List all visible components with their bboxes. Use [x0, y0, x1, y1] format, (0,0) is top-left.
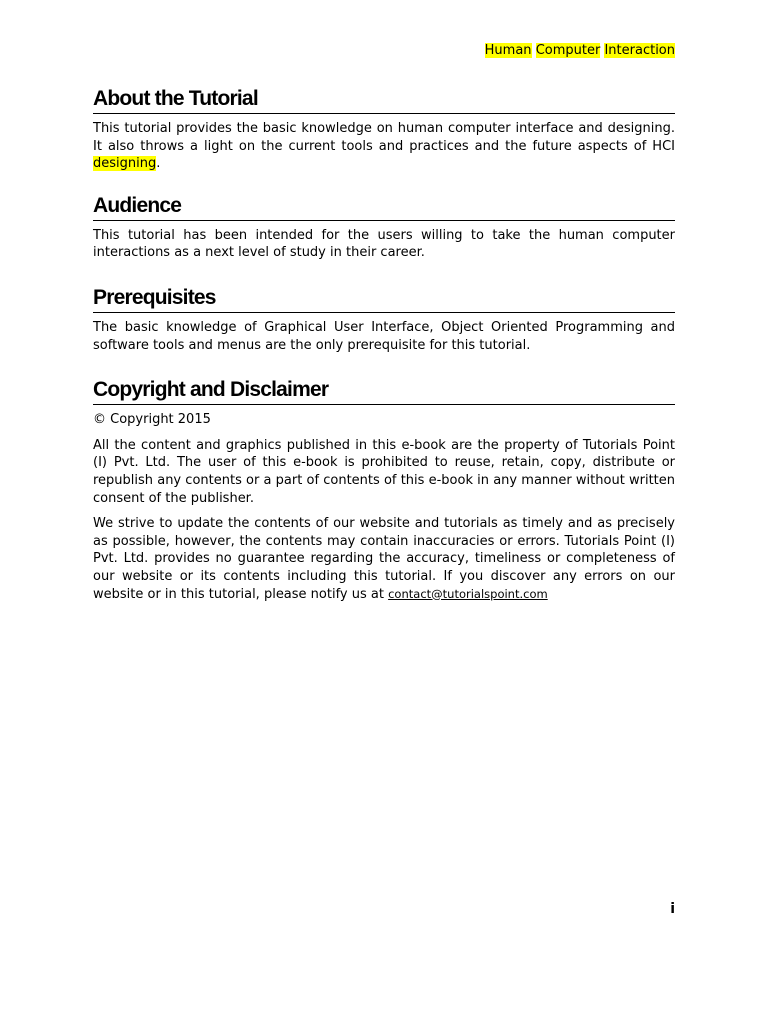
copyright-paragraph-2-text: We strive to update the contents of our website and tutorials as timely and as precisely as possible, however, the contents may contain inaccuracies or errors. Tutorials Point (I) Pvt. Ltd. provides no guarantee regarding the accuracy, timeliness or completeness of our website or its contents including this tutorial. If you discover any errors on our website or in this tutorial, please notify us at	[93, 516, 675, 602]
header-word-human: Human	[484, 43, 532, 58]
section-heading-copyright: Copyright and Disclaimer	[93, 377, 675, 405]
header-word-computer: Computer	[535, 43, 601, 58]
about-text: This tutorial provides the basic knowledge on human computer interface and designing. It also throws a light on the current tools and practices and the future aspects of HCI	[93, 121, 675, 154]
page-content	[93, 86, 675, 603]
audience-paragraph: This tutorial has been intended for the users willing to take the human computer interactions as a next level of study in their career.	[93, 227, 675, 261]
about-highlight: designing	[93, 156, 157, 172]
running-header	[485, 42, 675, 60]
contact-email-link[interactable]: contact@tutorialspoint.com	[388, 586, 548, 601]
header-word-interaction: Interaction	[604, 43, 675, 58]
section-heading-prerequisites: Prerequisites	[93, 285, 675, 313]
page-number: i	[670, 901, 675, 917]
section-heading-audience: Audience	[93, 193, 675, 221]
copyright-paragraph-1: All the content and graphics published in this e-book are the property of Tutorials Point (I) Pvt. Ltd. The user of this e-book is prohibited to reuse, retain, copy, distribute or republish any contents or a part of contents of this e-book in any manner without written consent of the publisher.	[93, 437, 675, 506]
section-heading-about: About the Tutorial	[93, 86, 675, 114]
section-prerequisites	[93, 285, 675, 354]
copyright-paragraph-2	[93, 515, 675, 603]
section-about	[93, 86, 675, 173]
about-paragraph	[93, 120, 675, 173]
section-copyright	[93, 377, 675, 603]
prerequisites-paragraph: The basic knowledge of Graphical User Interface, Object Oriented Programming and software tools and menus are the only prerequisite for this tutorial.	[93, 319, 675, 353]
section-audience	[93, 193, 675, 262]
about-text-end: .	[156, 156, 161, 172]
copyright-line: © Copyright 2015	[93, 412, 211, 428]
